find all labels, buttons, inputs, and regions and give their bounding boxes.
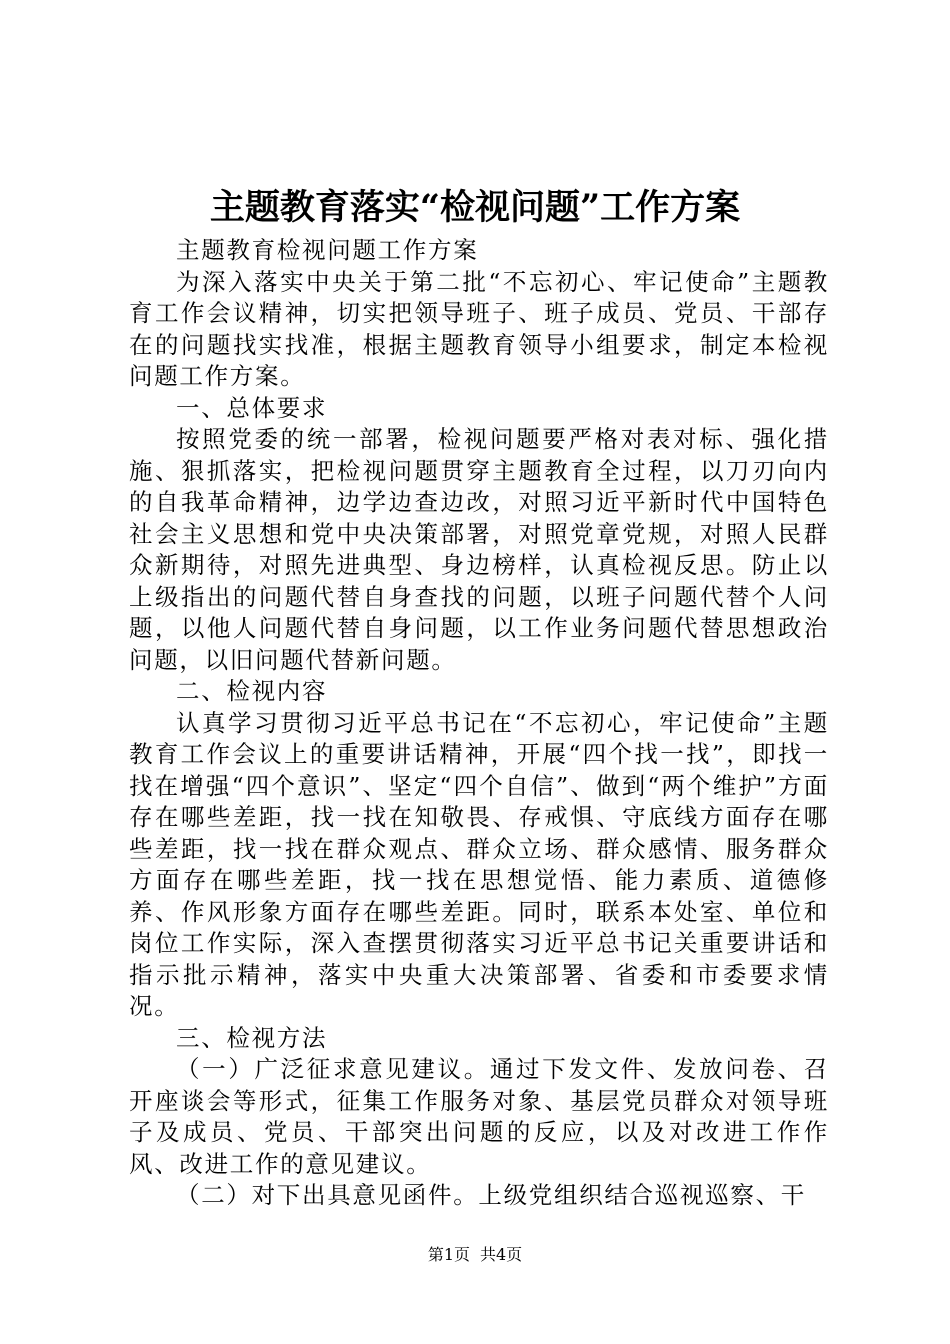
paragraph-subtitle: 主题教育检视问题工作方案 [176, 236, 479, 264]
page-total: 共4页 [480, 1245, 523, 1264]
section-heading-general: 一、总体要求 [176, 393, 328, 422]
paragraph-method-2: （二）对下出具意见函件。上级党组织结合巡视巡察、干 [176, 1181, 806, 1209]
section-heading-content: 二、检视内容 [176, 677, 328, 705]
paragraph-intro: 为深入落实中央关于第二批“不忘初心、牢记使命”主题教育工作会议精神，切实把领导班子、班子成员、党员、干部存在的问题找实找准，根据主题教育领导小组要求，制定本检视问题工作方案。 [129, 267, 829, 390]
section-heading-method: 三、检视方法 [176, 1023, 328, 1052]
page-footer [0, 1244, 950, 1266]
paragraph-general: 按照党委的统一部署，检视问题要严格对表对标、强化措施、狠抓落实，把检视问题贯穿主题教育全过程，以刀刃向内的自我革命精神，边学边查边改，对照习近平新时代中国特色社会主义思想和党中央决策部署，对照党章党规，对照人民群众新期待，对照先进典型、身边榜样，认真检视反思。防止以上级指出的问题代替自身查找的问题，以班子问题代替个人问题，以他人问题代替自身问题，以工作业务问题代替思想政治问题，以旧问题代替新问题。 [129, 425, 829, 674]
document-body [129, 235, 829, 1212]
paragraph-method-1: （一）广泛征求意见建议。通过下发文件、发放问卷、召开座谈会等形式，征集工作服务对象、基层党员群众对领导班子及成员、党员、干部突出问题的反应，以及对改进工作作风、改进工作的意见建议。 [129, 1055, 829, 1178]
document-title: 主题教育落实“检视问题”工作方案 [209, 187, 741, 228]
page-number: 第1页 [427, 1245, 470, 1264]
paragraph-content: 认真学习贯彻习近平总书记在“不忘初心，牢记使命”主题教育工作会议上的重要讲话精神，开展“四个找一找”，即找一找在增强“四个意识”、坚定“四个自信”、做到“两个维护”方面存在哪些差距，找一找在知敬畏、存戒惧、守底线方面存在哪些差距，找一找在群众观点、群众立场、群众感情、服务群众方面存在哪些差距，找一找在思想觉悟、能力素质、道德修养、作风形象方面存在哪些差距。同时，联系本处室、单位和岗位工作实际，深入查摆贯彻落实习近平总书记关重要讲话和指示批示精神，落实中央重大决策部署、省委和市委要求情况。 [129, 708, 829, 1020]
